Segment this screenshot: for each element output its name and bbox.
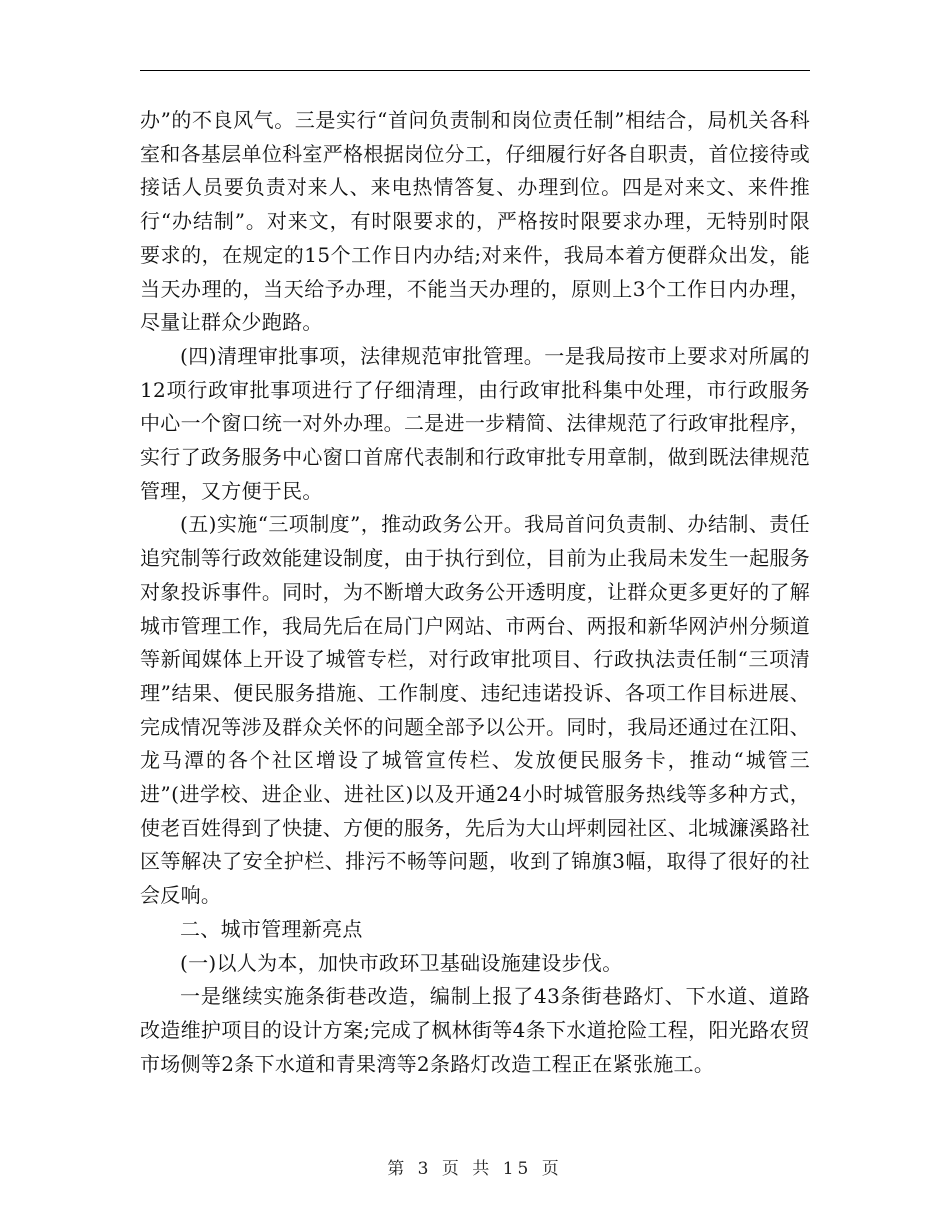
subsection-heading: (一)以人为本，加快市政环卫基础设施建设步伐。 — [180, 950, 623, 975]
paragraph: (四)清理审批事项，法律规范审批管理。一是我局按市上要求对所属的12项行政审批事项进行了仔细清理，由行政审批科集中处理，市行政服务中心一个窗口统一对外办理。二是进一步精简、法律规范了行政审批程序，实行了政务服务中心窗口首席代表制和行政审批专用章制，做到既法律规范管理，又方便于民。 — [140, 343, 810, 503]
paragraph: 一是继续实施条街巷改造，编制上报了43条街巷路灯、下水道、道路改造维护项目的设计方案;完成了枫林街等4条下水道抢险工程，阳光路农贸市场侧等2条下水道和青果湾等2条路灯改造工程正在紧张施工。 — [140, 984, 810, 1076]
paragraph: (五)实施“三项制度”，推动政务公开。我局首问负责制、办结制、责任追究制等行政效能建设制度，由于执行到位，目前为止我局未发生一起服务对象投诉事件。同时，为不断增大政务公开透明度，让群众更多更好的了解城市管理工作，我局先后在局门户网站、市两台、两报和新华网泸州分频道等新闻媒体上开设了城管专栏，对行政审批项目、行政执法责任制“三项清理”结果、便民服务措施、工作制度、违纪违诺投诉、各项工作目标进展、完成情况等涉及群众关怀的问题全部予以公开。同时，我局还通过在江阳、龙马潭的各个社区增设了城管宣传栏、发放便民服务卡，推动“城管三进”(进学校、进企业、进社区)以及开通24小时城管服务热线等多种方式，使老百姓得到了快捷、方便的服务，先后为大山坪刺园社区、北城濂溪路社区等解决了安全护栏、排污不畅等问题，收到了锦旗3幅，取得了很好的社会反响。 — [140, 512, 810, 908]
paragraph: 办”的不良风气。三是实行“首问负责制和岗位责任制”相结合，局机关各科室和各基层单位科室严格根据岗位分工，仔细履行好各自职责，首位接待或接话人员要负责对来人、来电热情答复、办理到位。四是对来文、来件推行“办结制”。对来文，有时限要求的，严格按时限要求办理，无特别时限要求的，在规定的15个工作日内办结;对来件，我局本着方便群众出发，能当天办理的，当天给予办理，不能当天办理的，原则上3个工作日内办理，尽量让群众少跑路。 — [140, 108, 810, 335]
section-heading: 二、城市管理新亮点 — [180, 916, 363, 941]
header-rule — [140, 70, 810, 71]
document-body — [140, 104, 810, 1081]
page-number: 第 3 页 共 15 页 — [387, 1159, 563, 1179]
